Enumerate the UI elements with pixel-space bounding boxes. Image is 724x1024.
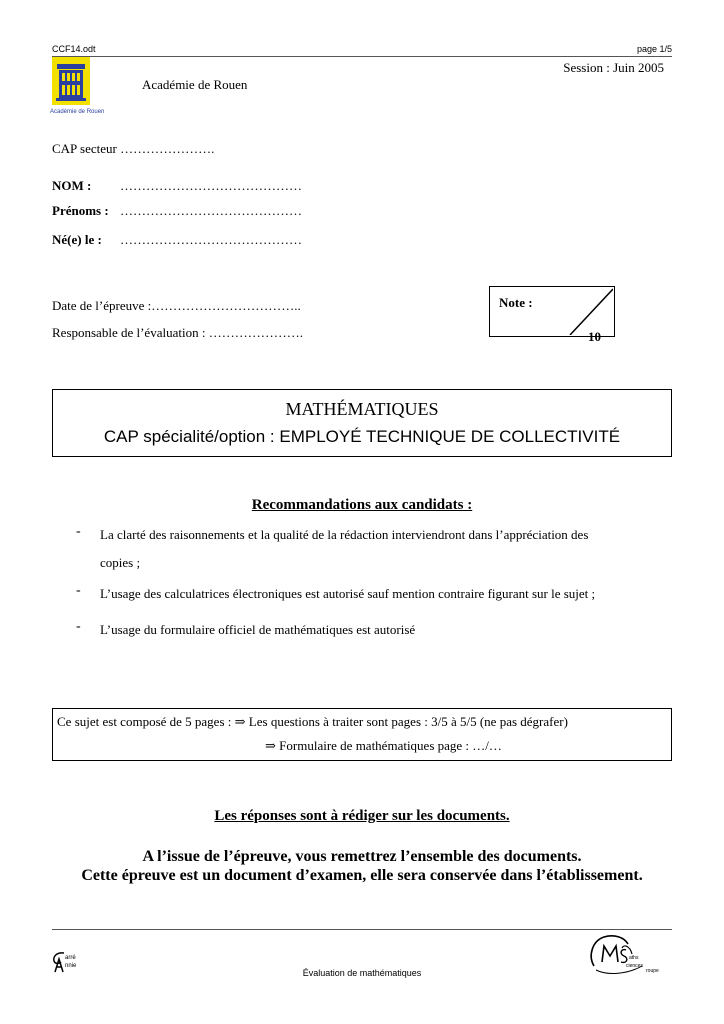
footer-title: Évaluation de mathématiques bbox=[302, 968, 422, 978]
recommendation-text: L’usage des calculatrices électroniques est autorisé sauf mention contraire figurant sur le sujet ; bbox=[100, 586, 596, 601]
info-questions: Les questions à traiter sont pages : 3/5 à 5/5 (ne pas dégrafer) bbox=[248, 714, 568, 729]
responsable-field bbox=[52, 325, 303, 341]
bullet-dash: - bbox=[76, 524, 81, 539]
answers-note: Les réponses sont à rédiger sur les documents. bbox=[214, 808, 510, 824]
info-prefix: Ce sujet est composé de 5 pages : bbox=[57, 714, 232, 729]
cap-specialite: CAP spécialité/option : EMPLOYÉ TECHNIQUE DE COLLECTIVITÉ bbox=[103, 427, 621, 446]
date-dots: …………………………….. bbox=[151, 298, 301, 313]
academie-name: Académie de Rouen bbox=[142, 77, 248, 92]
arrow-icon: ⇒ bbox=[265, 738, 276, 753]
header-rule bbox=[52, 56, 672, 57]
recommendations-heading: Recommandations aux candidats : bbox=[251, 497, 473, 513]
logo-text-3: roupe bbox=[646, 968, 659, 974]
date-label: Date de l’épreuve : bbox=[52, 298, 152, 313]
ne-dots: …………………………………… bbox=[120, 232, 302, 247]
info-box bbox=[52, 708, 672, 761]
logo-text-bottom: nnie bbox=[65, 963, 77, 969]
note-box bbox=[489, 286, 615, 344]
note-label: Note : bbox=[499, 295, 533, 310]
logo-caption: Académie de Rouen bbox=[50, 109, 105, 115]
info-formulaire: Formulaire de mathématiques page : …/… bbox=[279, 738, 502, 753]
file-name: CCF14.odt bbox=[52, 44, 96, 54]
cap-secteur-field bbox=[52, 141, 214, 157]
recommendation-text-cont: copies ; bbox=[100, 555, 141, 570]
title-box bbox=[52, 389, 672, 457]
prenoms-label: Prénoms : bbox=[52, 203, 109, 218]
arrow-icon: ⇒ bbox=[234, 714, 246, 729]
session-text: Session : Juin 2005 bbox=[563, 60, 664, 75]
closing-line-2: Cette épreuve est un document d’examen, elle sera conservée dans l’établissement. bbox=[81, 867, 643, 884]
logo-text-1: aths bbox=[629, 955, 639, 961]
nom-label: NOM : bbox=[52, 178, 92, 193]
date-field bbox=[52, 298, 301, 314]
recommendation-text: L’usage du formulaire officiel de mathématiques est autorisé bbox=[100, 622, 416, 637]
cap-secteur-dots: …………………. bbox=[120, 141, 215, 156]
responsable-dots: …………………. bbox=[208, 325, 303, 340]
bullet-dash: - bbox=[76, 583, 81, 598]
responsable-label: Responsable de l’évaluation : bbox=[52, 325, 206, 340]
msg-logo bbox=[588, 932, 660, 976]
footer-rule bbox=[52, 929, 672, 930]
subject-title: MATHÉMATIQUES bbox=[285, 399, 439, 419]
prenoms-dots: …………………………………… bbox=[120, 203, 302, 218]
ne-label: Né(e) le : bbox=[52, 232, 102, 247]
note-slash bbox=[490, 287, 613, 335]
nom-dots: …………………………………… bbox=[120, 178, 302, 193]
cap-secteur-label: CAP secteur bbox=[52, 141, 117, 156]
logo-text-top: arré bbox=[65, 955, 76, 961]
logo-text-2: ciences bbox=[626, 963, 643, 969]
bullet-dash: - bbox=[76, 619, 81, 634]
info-line-1 bbox=[57, 714, 568, 730]
note-denominator: 10 bbox=[588, 329, 601, 344]
info-line-2 bbox=[265, 738, 502, 754]
closing-line-1: A l’issue de l’épreuve, vous remettrez l’ensemble des documents. bbox=[142, 848, 582, 865]
page-number: page 1/5 bbox=[636, 44, 672, 54]
recommendation-text: La clarté des raisonnements et la qualité de la rédaction interviendront dans l’appréciation des bbox=[100, 527, 589, 542]
